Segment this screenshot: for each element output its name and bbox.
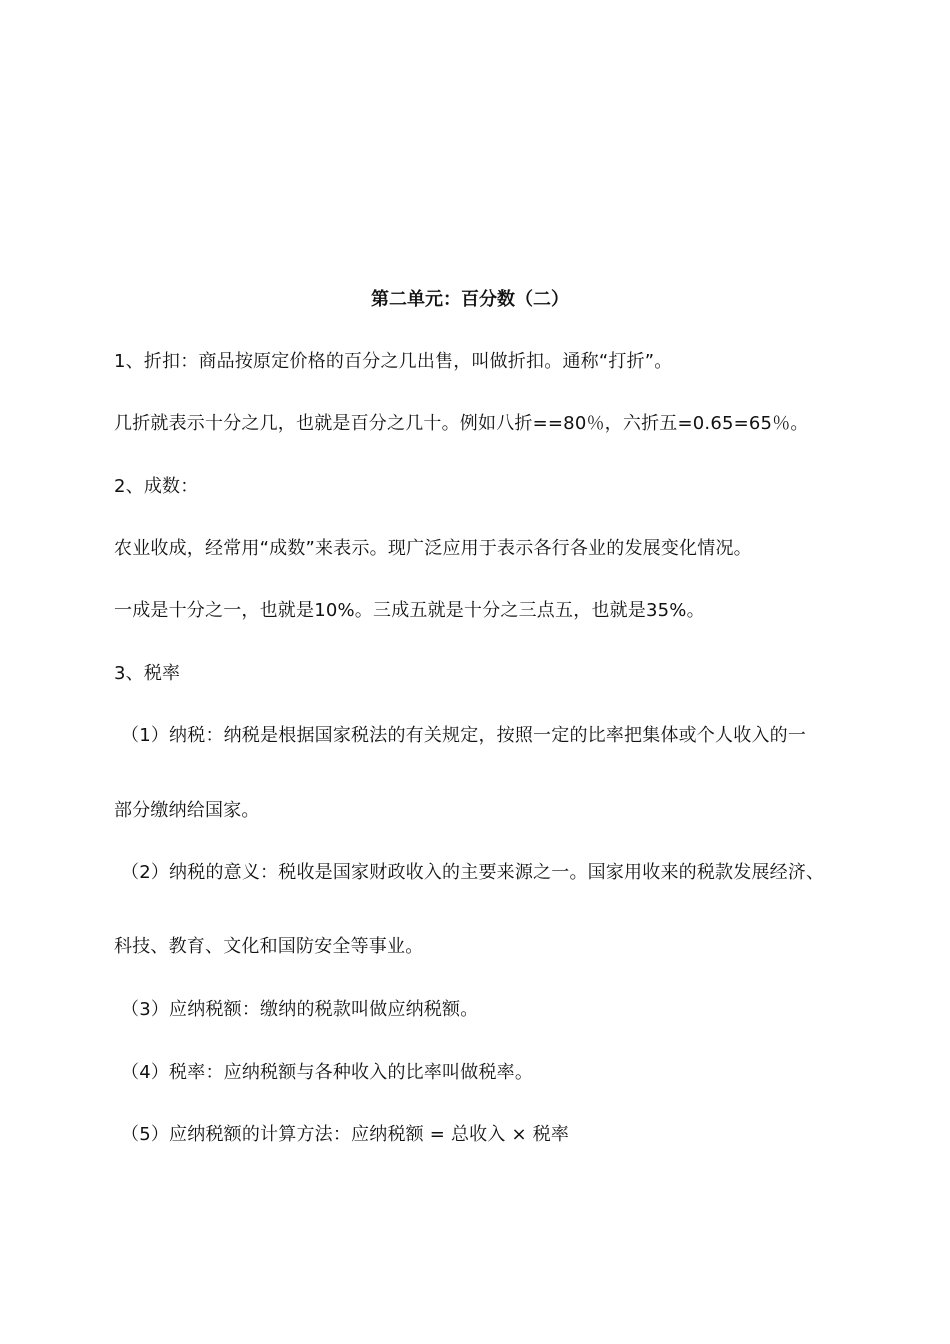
discount-heading: 1、折扣：商品按原定价格的百分之几出售，叫做折扣。通称“打折”。 [114,351,673,372]
tax-heading: 3、税率 [114,663,181,684]
chengshu-detail-1: 农业收成，经常用“成数”来表示。现广泛应用于表示各行各业的发展变化情况。 [114,538,752,559]
tax-item-1-line-1: （1）纳税：纳税是根据国家税法的有关规定，按照一定的比率把集体或个人收入的一 [121,725,807,746]
tax-item-2-line-2: 科技、教育、文化和国防安全等事业。 [114,936,424,957]
chengshu-detail-2: 一成是十分之一，也就是10%。三成五就是十分之三点五，也就是35%。 [114,600,705,621]
tax-item-3: （3）应纳税额：缴纳的税款叫做应纳税额。 [121,999,479,1020]
tax-item-2-line-1: （2）纳税的意义：税收是国家财政收入的主要来源之一。国家用收来的税款发展经济、 [121,862,825,883]
chengshu-heading: 2、成数： [114,476,199,497]
tax-item-5: （5）应纳税额的计算方法：应纳税额 = 总收入 × 税率 [121,1124,570,1145]
page-title: 第二单元：百分数（二） [371,289,569,310]
tax-item-4: （4）税率：应纳税额与各种收入的比率叫做税率。 [121,1062,534,1083]
discount-detail: 几折就表示十分之几，也就是百分之几十。例如八折==80％，六折五=0.65=65％。 [114,413,809,434]
tax-item-1-line-2: 部分缴纳给国家。 [114,800,260,821]
